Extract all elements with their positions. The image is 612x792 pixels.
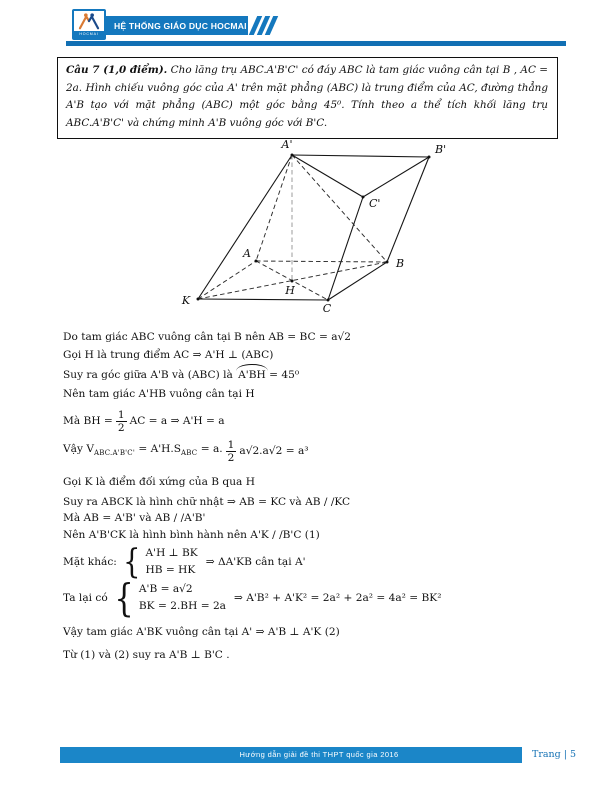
edge-Bp-B (387, 157, 429, 262)
solution-line-8: Suy ra ABCK là hình chữ nhật ⇒ AB = KC và AB / /KC (63, 496, 351, 508)
line3-pre: Suy ra góc giữa A'B và (ABC) là (63, 369, 233, 381)
problem-statement: Cho lăng trụ ABC.A'B'C' có đáy ABC là tam giác vuông cân tại B , AC = 2a. Hình chiếu vuông góc của A' trên mặt phẳng (ABC) là trung điểm của AC, đường thẳng A'B tạo với mặt phẳng (ABC) một góc bằng 45⁰. Tính theo a thể tích khối lăng trụ ABC.A'B'C' và chứng minh A'B vuông góc với B'C. (66, 64, 548, 129)
volume-subscript: ABC.A'B'C' (93, 448, 135, 457)
logo-mark-icon (75, 12, 103, 31)
vertex-label-K: K (181, 294, 191, 307)
system-rows: A'H ⊥ BK HB = HK (145, 547, 198, 576)
vertex-label-Bp: B' (435, 143, 447, 156)
vertex-label-Cp: C' (369, 197, 381, 210)
edge-Bp-Cp (363, 157, 429, 197)
edge-K-A (198, 261, 256, 299)
fraction: $\frac{1}{2}$ (227, 438, 235, 464)
solution-line-5 (63, 406, 541, 436)
vertex-Bp (428, 156, 431, 159)
line3-post: = 45⁰ (265, 369, 300, 381)
brand-stripes-icon (253, 16, 274, 35)
edge-Ap-Cp (292, 155, 363, 197)
vertex-B (386, 261, 389, 264)
angle-overarc: A'BH (238, 369, 266, 381)
edge-Ap-A (256, 155, 292, 261)
line12-result: ⇒ A'B² + A'K² = 2a² + 2a² = 4a² = BK² (234, 591, 442, 604)
left-brace: { (114, 576, 134, 620)
vertex-H (291, 280, 294, 283)
brand-title: HỆ THỐNG GIÁO DỤC HOCMAI (114, 20, 247, 31)
vertex-Cp (362, 196, 365, 199)
vertex-label-Ap: A' (281, 138, 293, 151)
edge-Cp-C (328, 197, 363, 300)
solution-line-3 (63, 368, 541, 383)
footer-text: Hướng dẫn giải đề thi THPT quốc gia 2016 (239, 750, 399, 759)
prism-figure (148, 136, 478, 328)
vertex-label-B: B (396, 257, 405, 270)
solution-line-7: Gọi K là điểm đối xứng của B qua H (63, 476, 255, 488)
vertex-A (255, 260, 258, 263)
hocmai-logo (72, 9, 106, 40)
edge-Ap-K (198, 155, 292, 299)
problem-label: Câu 7 (1,0 điểm). (66, 64, 168, 76)
logo-text: HOCMAI (74, 31, 104, 38)
edge-K-C (198, 299, 328, 300)
solution (63, 330, 541, 663)
vertex-Ap (291, 154, 294, 157)
problem-text (66, 62, 548, 132)
edge-C-B (328, 262, 387, 300)
vertex-label-A: A (243, 247, 251, 260)
edge-A-B (256, 261, 387, 262)
fraction: $\frac{1}{2}$ (117, 408, 125, 434)
header-divider (66, 41, 566, 46)
line5-pre: Mà BH = (63, 414, 113, 427)
solution-line-14: Từ (1) và (2) suy ra A'B ⊥ B'C . (63, 649, 230, 662)
edge-Ap-Bp (292, 155, 429, 157)
solution-line-6 (63, 436, 541, 466)
line6-t4: a√2.a√2 = a³ (239, 444, 309, 457)
line5-post: AC = a ⇒ A'H = a (129, 414, 225, 427)
footer-bar (60, 747, 522, 763)
page-number: Trang | 5 (531, 749, 577, 760)
vertex-K (197, 298, 200, 301)
area-subscript: ABC (181, 448, 198, 457)
left-brace: { (123, 541, 141, 582)
solution-line-10: Nên A'B'CK là hình bình hành nên A'K / /B'C (1) (63, 529, 320, 541)
system-rows: A'B = a√2 BK = 2.BH = 2a (138, 583, 226, 613)
line11-result: ⇒ ΔA'KB cân tại A' (205, 555, 306, 568)
solution-line-1: Do tam giác ABC vuông cân tại B nên AB = BC = a√2 (63, 331, 352, 343)
solution-line-12 (63, 576, 541, 620)
brand-bar (105, 16, 248, 35)
solution-line-4: Nên tam giác A'HB vuông cân tại H (63, 388, 255, 400)
vertex-label-C: C (322, 302, 332, 315)
problem-box (57, 57, 558, 139)
solution-line-9: Mà AB = A'B' và AB / /A'B' (63, 512, 206, 524)
line11-label: Mặt khác: (63, 555, 117, 568)
line12-label: Ta lại có (63, 591, 108, 604)
vertex-label-H: H (285, 284, 295, 297)
solution-line-13: Vậy tam giác A'BK vuông cân tại A' ⇒ A'B ⊥ A'K (2) (63, 626, 340, 639)
solution-line-2: Gọi H là trung điểm AC ⇒ A'H ⊥ (ABC) (63, 349, 274, 361)
solution-line-11 (63, 541, 541, 582)
line6-t1: Vậy $V_{ABC.A'B'C'} = A'H.S_{ABC} = a$. (63, 442, 223, 457)
